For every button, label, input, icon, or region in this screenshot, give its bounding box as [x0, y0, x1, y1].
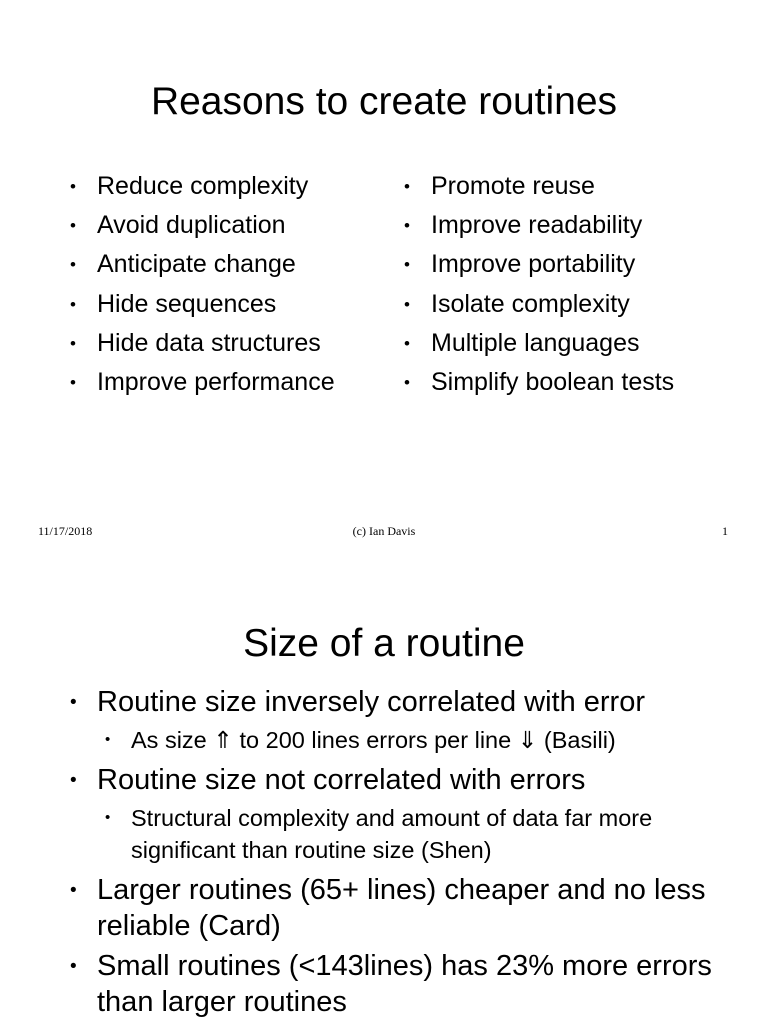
bullet-icon: •	[70, 956, 77, 977]
bullet-icon: •	[404, 372, 410, 392]
bullet-icon: •	[70, 692, 77, 713]
bullet-icon: •	[70, 255, 76, 275]
list-item-text: Avoid duplication	[97, 211, 286, 240]
list-item-text: Hide data structures	[97, 328, 321, 357]
bullet-icon: •	[404, 294, 410, 314]
slide-title: Size of a routine	[243, 622, 525, 665]
list-item-text: Simplify boolean tests	[431, 367, 675, 396]
list-item-text: Promote reuse	[431, 172, 595, 200]
list-item-text: Small routines (<143lines) has 23% more errors than larger routines	[97, 950, 712, 1018]
sub-list	[97, 724, 750, 756]
bullet-icon: •	[70, 770, 77, 791]
list-item	[404, 366, 674, 405]
bullet-icon: •	[70, 333, 76, 353]
list-item-text: Improve performance	[97, 367, 335, 396]
list-item-text: Improve portability	[431, 250, 636, 279]
bullet-icon: •	[70, 372, 76, 392]
list-item-text: Isolate complexity	[431, 289, 630, 318]
list-item	[70, 327, 335, 366]
list-item-text: Reduce complexity	[97, 172, 309, 200]
list-item-text: Routine size inversely correlated with error	[97, 686, 645, 718]
bullet-icon: •	[105, 731, 111, 748]
bullet-icon: •	[70, 294, 76, 314]
list-item	[70, 288, 335, 327]
bullet-list-left	[70, 170, 335, 405]
list-item	[70, 762, 750, 866]
bullet-icon: •	[70, 216, 76, 236]
list-item	[70, 366, 335, 405]
sub-list-item	[97, 724, 750, 756]
bullet-icon: •	[70, 177, 76, 196]
list-item	[404, 248, 674, 287]
list-item	[70, 209, 335, 248]
slide-2	[0, 560, 768, 1024]
list-item	[70, 684, 750, 756]
bullet-icon: •	[404, 177, 410, 196]
bullet-icon: •	[404, 255, 410, 275]
list-item	[404, 209, 674, 248]
sub-list-item-text: As size ⇑ to 200 lines errors per line ⇓ (Basili)	[131, 727, 616, 753]
bullet-list-right	[404, 170, 674, 405]
sub-list	[97, 802, 750, 866]
list-item	[404, 288, 674, 327]
list-item	[70, 170, 335, 209]
list-item	[404, 327, 674, 366]
sub-list-item	[97, 802, 750, 866]
bullet-icon: •	[404, 333, 410, 353]
bullet-icon: •	[70, 880, 77, 901]
footer-page-number: 1	[722, 524, 728, 538]
footer-date: 11/17/2018	[38, 524, 93, 538]
list-item	[70, 872, 750, 944]
bullet-icon: •	[105, 809, 111, 826]
bullet-icon: •	[404, 216, 410, 236]
sub-list-item-text: Structural complexity and amount of data far more significant than routine size (Shen)	[131, 805, 653, 863]
list-item-text: Routine size not correlated with errors	[97, 764, 586, 796]
bullet-list	[70, 684, 750, 1024]
list-item-text: Improve readability	[431, 211, 643, 240]
list-item	[70, 248, 335, 287]
list-item-text: Anticipate change	[97, 250, 296, 279]
list-item	[404, 170, 674, 209]
list-item-text: Multiple languages	[431, 328, 640, 357]
list-item-text: Larger routines (65+ lines) cheaper and no less reliable (Card)	[97, 874, 706, 942]
slide-title: Reasons to create routines	[150, 80, 618, 123]
list-item	[70, 948, 750, 1020]
list-item-text: Hide sequences	[97, 289, 277, 318]
footer-copyright: (c) Ian Davis	[352, 524, 416, 538]
